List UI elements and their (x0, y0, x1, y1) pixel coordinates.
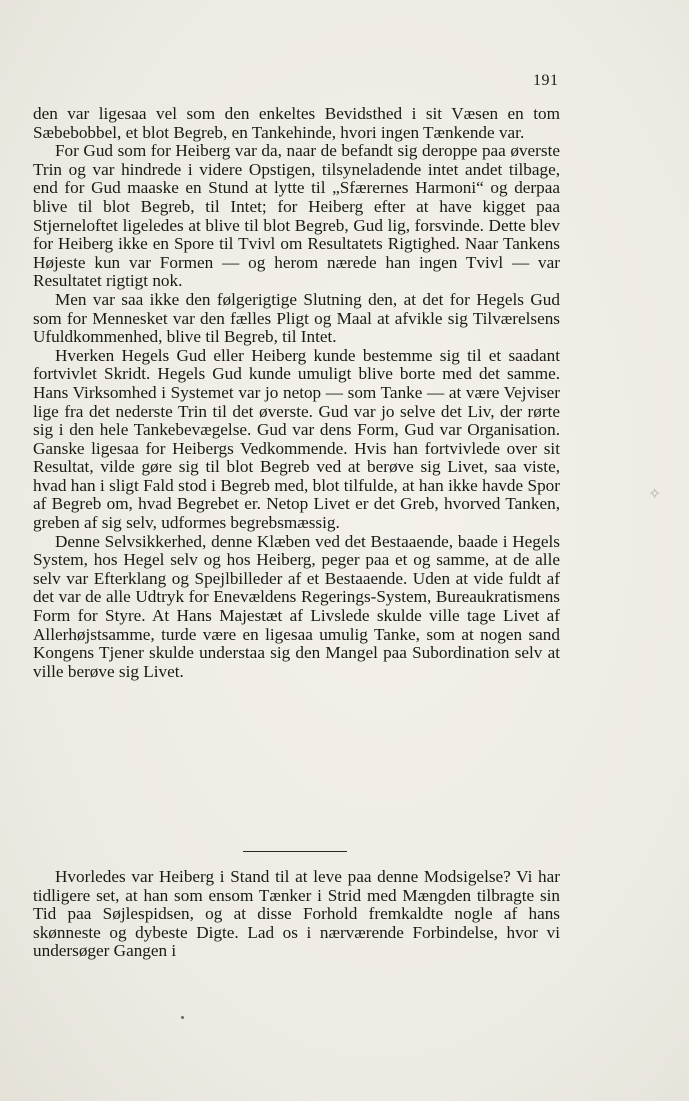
paragraph-4: Hverken Hegels Gud eller Heiberg kunde bestemme sig til et saadant fortvivlet Skridt. Hegels Gud kunde umuligt blive borte med det samme. Hans Virksomhed i Systemet var jo netop — som Tanke — at være Vejviser lige fra det nederste Trin til det øverste. Gud var jo selve det Liv, der rørte sig i den hele Tankebevægelse. Gud var dens Form, Gud var Organisation. Ganske ligesaa for Heibergs Vedkommende. Hvis han fortvivlede over sit Resultat, vilde gøre sig til blot Begreb ved at berøve sig Livet, saa viste, hvad han i sligt Fald stod i Begreb med, blot tilfulde, at han ikke havde Spor af Begreb om, hvad Begrebet er. Netop Livet er det Greb, hvorved Tanken, greben af sig selv, udformes begrebsmæssig. (33, 345, 560, 533)
paper-blemish: ✧ (648, 486, 662, 503)
paragraph-1: den var ligesaa vel som den enkeltes Bevidsthed i sit Væsen en tom Sæbebobbel, et blot Begreb, en Tankehinde, hvori ingen Tænkende var. (33, 104, 560, 142)
section-2-text (33, 868, 560, 961)
paragraph-2: For Gud som for Heiberg var da, naar de befandt sig deroppe paa øverste Trin og var hindrede i videre Opstigen, tilsyneladende intet andet tilbage, end for Gud maaske en Stund at lytte til „Sfærernes Harmoni“ og derpaa blive til blot Begreb, til Intet; for Heiberg efter at have kigget paa Stjerneloftet ligeledes at blive til blot Begreb, Gud lig, forsvinde. Dette blev for Heiberg ikke en Spore til Tvivl om Resultatets Rigtighed. Naar Tankens Højeste kun var Formen — og herom nærede han ingen Tvivl — var Resultatet rigtigt nok. (33, 141, 560, 291)
section-1-text (33, 105, 560, 681)
paragraph-3: Men var saa ikke den følgerigtige Slutning den, at det for Hegels Gud som for Mennesket var den fælles Pligt og Maal at afvikle sig Tilværelsens Ufuldkommenhed, blive til Begreb, til Intet. (33, 289, 560, 347)
paper-speck (181, 1016, 184, 1019)
paragraph-6: Hvorledes var Heiberg i Stand til at leve paa denne Modsigelse? Vi har tidligere set, at han som ensom Tænker i Strid med Mængden tilbragte sin Tid paa Søjlespidsen, og at disse Forhold fremkaldte nogle af hans skønneste og dybeste Digte. Lad os i nærværende Forbindelse, hvor vi undersøger Gangen i (33, 867, 560, 961)
paragraph-5: Denne Selvsikkerhed, denne Klæben ved det Bestaaende, baade i Hegels System, hos Hegel selv og hos Heiberg, peger paa et og samme, at de alle selv var Efterklang og Spejlbilleder af et Bestaaende. Uden at vide fuldt af det var de alle Udtryk for Enevældens Regerings-System, Bureaukratismens Form for Styre. At Hans Majestæt af Livslede skulde ville tage Livet af Allerhøjstsamme, turde være en ligesaa umulig Tanke, som at nogen sand Kongens Tjener skulde understaa sig den Mangel paa Subordination selv at ville berøve sig Livet. (33, 531, 560, 681)
page-number: 191 (533, 72, 559, 89)
section-divider (243, 851, 347, 852)
